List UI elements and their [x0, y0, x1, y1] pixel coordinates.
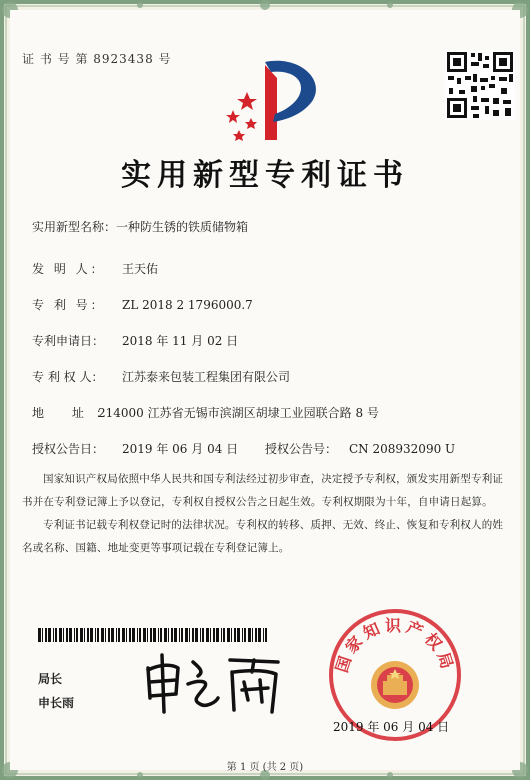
grant-number-row: [265, 440, 455, 457]
address-row: [32, 404, 379, 421]
utility-model-name-value: 一种防生锈的铁质储物箱: [116, 220, 249, 234]
certificate-number: 证 书 号 第 8923438 号: [22, 52, 172, 66]
patentee-label: 专 利 权 人：: [32, 370, 104, 384]
address-value: 214000 江苏省无锡市滨湖区胡埭工业园联合路 8 号: [98, 406, 379, 420]
grant-date-value: 2019 年 06 月 04 日: [122, 442, 239, 456]
utility-model-name-label: 实用新型名称：: [32, 220, 117, 234]
grant-number-label: 授权公告号：: [265, 442, 338, 456]
inventor-row: [32, 260, 158, 277]
inventor-value: 王天佑: [122, 262, 159, 276]
patent-number-label: 专 利 号：: [32, 298, 106, 312]
address-label: 地 址：: [32, 406, 120, 420]
grant-number-value: CN 208932090 U: [349, 442, 456, 456]
seal-date: 2019 年 06 月 04 日: [333, 720, 450, 734]
patentee-value: 江苏泰来包装工程集团有限公司: [122, 370, 291, 384]
utility-model-name-row: [32, 218, 248, 235]
handwritten-signature: [138, 650, 288, 720]
grant-date-row: [32, 440, 238, 457]
certificate-body: [22, 468, 512, 560]
qr-code-icon: [445, 50, 515, 120]
cnipa-logo: [225, 40, 335, 150]
director-name: 申长雨: [38, 696, 75, 710]
body-paragraph-2: 专利证书记载专利权登记时的法律状况。专利权的转移、质押、无效、终止、恢复和专利权人的姓名或名称、国籍、地址变更等事项记载在专利登记簿上。: [22, 519, 504, 554]
seal-text: 国家知识产权局: [332, 616, 458, 675]
page-indicator: 第 1 页 (共 2 页): [226, 762, 304, 773]
barcode: [38, 628, 268, 642]
patent-number-row: [32, 296, 253, 313]
grant-date-label: 授权公告日：: [32, 442, 105, 456]
filing-date-label: 专利申请日：: [32, 334, 105, 348]
certificate-title: 实用新型专利证书: [121, 158, 409, 193]
filing-date-value: 2018 年 11 月 02 日: [122, 334, 239, 348]
inventor-label: 发 明 人：: [32, 262, 106, 276]
patentee-row: [32, 368, 290, 385]
director-title: 局长: [38, 672, 63, 686]
filing-date-row: [32, 332, 238, 349]
body-paragraph-1: 国家知识产权局依照中华人民共和国专利法经过初步审查，决定授予专利权，颁发实用新型专利证书并在专利登记簿上予以登记，专利权自授权公告之日起生效。专利权期限为十年，自申请日起算。: [22, 473, 504, 508]
certificate-page: [10, 10, 520, 773]
patent-number-value: ZL 2018 2 1796000.7: [122, 298, 253, 312]
